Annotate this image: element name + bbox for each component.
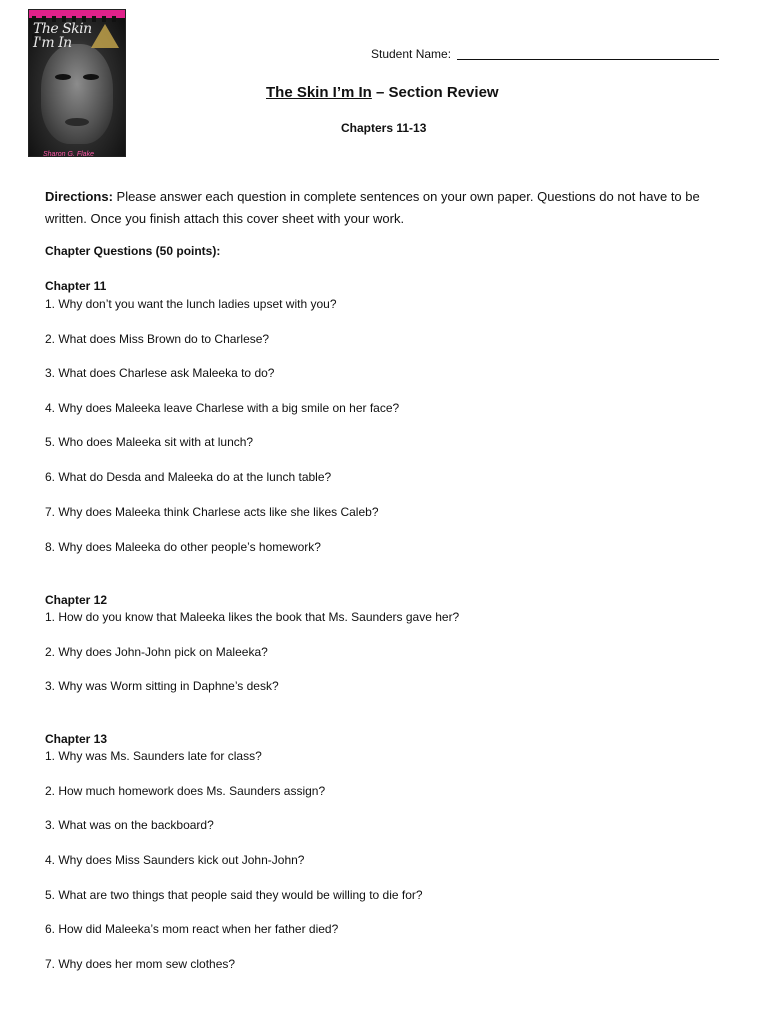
directions-text: Please answer each question in complete sentences on your own paper. Questions do not have to be written. Once you finish attach this cover sheet with your work. — [45, 189, 700, 226]
chapter-11-question-1: 1. Why don’t you want the lunch ladies upset with you? — [45, 297, 337, 311]
directions-label: Directions: — [45, 189, 113, 204]
chapter-13-question-1: 1. Why was Ms. Saunders late for class? — [45, 749, 262, 763]
chapter-11-question-6: 6. What do Desda and Maleeka do at the lunch table? — [45, 470, 332, 484]
chapter-11-question-3: 3. What does Charlese ask Maleeka to do? — [45, 366, 275, 380]
chapter-11-question-7: 7. Why does Maleeka think Charlese acts like she likes Caleb? — [45, 505, 379, 519]
student-name-line — [457, 59, 719, 60]
chapter-13-question-5: 5. What are two things that people said they would be willing to die for? — [45, 888, 423, 902]
chapter-11-heading: Chapter 11 — [45, 279, 107, 293]
chapter-11-question-5: 5. Who does Maleeka sit with at lunch? — [45, 435, 254, 449]
chapter-11-question-4: 4. Why does Maleeka leave Charlese with a big smile on her face? — [45, 401, 400, 415]
chapter-11-question-2: 2. What does Miss Brown do to Charlese? — [45, 332, 270, 346]
student-name-label: Student Name: — [371, 47, 452, 61]
cover-face — [41, 44, 113, 144]
cover-band — [29, 10, 125, 18]
chapters-range: Chapters 11-13 — [341, 121, 427, 135]
student-name-row — [371, 47, 719, 61]
cover-title: The Skin I'm In — [33, 21, 92, 51]
chapter-13-heading: Chapter 13 — [45, 732, 108, 746]
title-suffix: – Section Review — [371, 84, 499, 101]
book-title: The Skin I’m In — [266, 84, 372, 101]
chapter-11-question-8: 8. Why does Maleeka do other people’s homework? — [45, 540, 321, 554]
chapter-12-heading: Chapter 12 — [45, 593, 108, 607]
directions-paragraph — [45, 186, 735, 230]
cover-logo-triangle — [91, 24, 119, 48]
chapter-12-question-2: 2. Why does John-John pick on Maleeka? — [45, 645, 268, 659]
chapter-questions-heading: Chapter Questions (50 points): — [45, 244, 221, 258]
book-cover-image — [28, 9, 126, 157]
chapter-13-question-6: 6. How did Maleeka’s mom react when her father died? — [45, 922, 339, 936]
chapter-13-question-2: 2. How much homework does Ms. Saunders assign? — [45, 784, 326, 798]
chapter-13-question-3: 3. What was on the backboard? — [45, 818, 214, 832]
chapter-12-question-1: 1. How do you know that Maleeka likes the book that Ms. Saunders gave her? — [45, 610, 460, 624]
cover-author: Sharon G. Flake — [43, 151, 94, 157]
chapter-12-question-3: 3. Why was Worm sitting in Daphne’s desk? — [45, 679, 279, 693]
chapter-13-question-4: 4. Why does Miss Saunders kick out John-John? — [45, 853, 305, 867]
chapter-13-question-7: 7. Why does her mom sew clothes? — [45, 957, 236, 971]
